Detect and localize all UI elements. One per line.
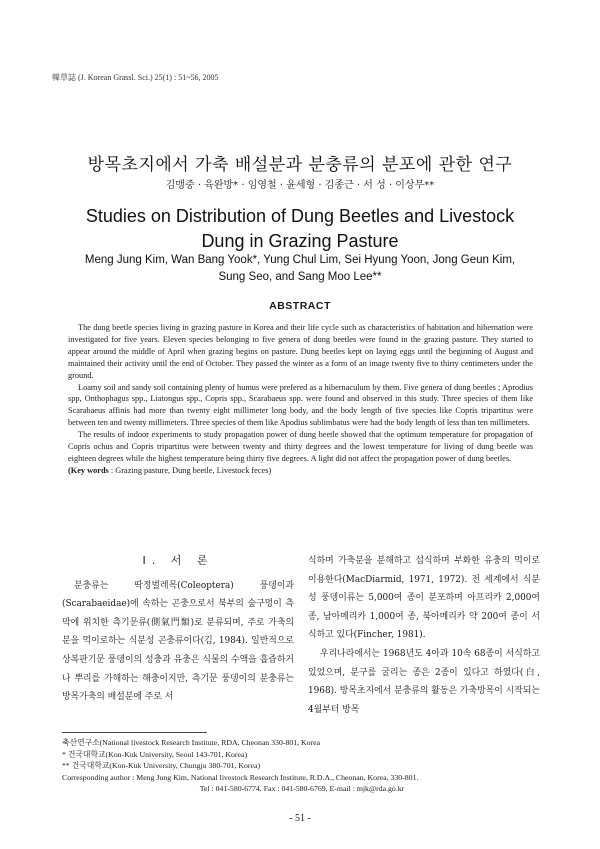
abstract-paragraph-2: Loamy soil and sandy soil containing plenty of humus were prefered as a hibernaculum by them. Five genera of dung beetles ; Aprodius spp, Onthophagus spp., Liatongus spp., Copris spp., Scarabaeus spp. were found and observed in this study. Three species of them like Scarabaeus affinis had more than twenty eight millimeter long body, and the body length of five species like Copris tripartitus were between ten and twenty millimeters. Three species of them like Apodius sublimbatus were had the body length of less than ten millimeters. [68, 382, 533, 428]
body-column-left [62, 552, 294, 707]
authors-english-line2: Sung Seo, and Sang Moo Lee** [218, 271, 382, 283]
footnote-contact: Tel : 041-580-6774, Fax : 041-580-6769, E-mail : mjk@rda.go.kr [199, 784, 405, 794]
footnotes [62, 737, 542, 795]
footnote-corresponding-author: Corresponding author : Meng Jung Kim, National livestock Research Institute, R.D.A., Cheonan, Korea, 330-801. [62, 772, 419, 782]
page-number: - 51 - [289, 813, 311, 824]
footnote-affiliation: ** 건국대학교(Kon-Kuk University, Chungju 380-701, Korea) [62, 761, 261, 771]
title-english [0, 204, 600, 254]
abstract-paragraph-1: The dung beetle species living in grazing pasture in Korea and their life cycle such as characteristics of habitation and hibernation were investigated for five years. Eleven species belonging to five genera of dung beetles were found in the grazing pasture. They started to appear around the middle of April when grazing begins on pasture. Dung beetles kept on laying eggs until the beginning of August and maintained their activity until the end of October. They passed the winter as a form of an image twenty five to thirty centimeters under the ground. [68, 323, 533, 380]
abstract-heading: ABSTRACT [269, 300, 331, 312]
title-english-line1: Studies on Distribution of Dung Beetles and Livestock [85, 206, 515, 226]
section-heading-introduction: Ⅰ. 서 론 [142, 554, 214, 567]
footnote-affiliation: * 건국대학교(Kon-Kuk University, Seoul 143-701, Korea) [62, 749, 248, 759]
authors-english-line1: Meng Jung Kim, Wan Bang Yook*, Yung Chul Lim, Sei Hyung Yoon, Jong Geun Kim, [84, 254, 516, 266]
title-korean: 방목초지에서 가축 배설분과 분충류의 분포에 관한 연구 [87, 155, 513, 175]
body-column-right [308, 552, 540, 719]
abstract-paragraph-3: The results of indoor experiments to study propagation power of dung beetle showed that the optimum temperature for propagation of Copris ochus and Copris tripartitus were between twenty and thirty degrees and the lowest temperature for living of dung beetle was eighteen degrees while the highest temperature being thirty five degrees. A light did not affect the propagation power of dung beetles. [68, 430, 533, 463]
authors-korean: 김맹중 · 육완방* · 임영철 · 윤세형 · 김종근 · 서 성 · 이상무** [165, 180, 435, 191]
authors-english [0, 252, 600, 286]
body-paragraph: 식하며 가축분을 분해하고 섭식하며 부화한 유충의 먹이로 이용한다(MacDiarmid, 1971, 1972). 전 세계에서 식분성 풍뎅이류는 5,000여 종이 분포하며 아프리카 2,000여 종, 남아메리카 1,000여 종, 북아메리카 약 200여 종이 서식하고 있다(Fincher, 1981). [308, 556, 540, 641]
footnote-divider [62, 732, 207, 733]
abstract-body [68, 322, 533, 477]
key-words [68, 465, 533, 477]
key-words-label: (Key words [68, 465, 109, 475]
body-paragraph: 우리나라에서는 1968년도 4아과 10속 68종이 서식하고 있었으며, 분구를 굴리는 종은 2종이 있다고 하였다(白, 1968). 방목초지에서 분충류의 활동은 가축방목이 시작되는 4월부터 방목 [308, 648, 540, 715]
title-english-line2: Dung in Grazing Pasture [201, 231, 399, 251]
key-words-text: : Grazing pasture, Dung beetle, Livestock feces) [108, 465, 272, 475]
journal-reference: 韓草誌 (J. Korean Grassl. Sci.) 25(1) : 51~56, 2005 [52, 73, 219, 82]
footnote-affiliation: 축산연구소(National livestock Research Institute, RDA, Cheonan 330-801, Korea [62, 738, 321, 747]
body-paragraph: 분충류는 딱정벌레목(Coleoptera) 풍뎅이과(Scarabaeidae)에 속하는 곤충으로서 북부의 숲구멍이 측막에 위치한 측기문류(側氣門類)로 분류되며, 주로 가축의 분을 먹이로하는 식분성 곤충류이다(김, 1984). 일반적으로 상복판기문 풍뎅이의 성충과 유충은 식물의 수액을 흡즙하거나 뿌리를 가해하는 해충이지만, 측기문 풍뎅이의 분충류는 방목가축의 배설분에 주로 서 [62, 580, 294, 703]
